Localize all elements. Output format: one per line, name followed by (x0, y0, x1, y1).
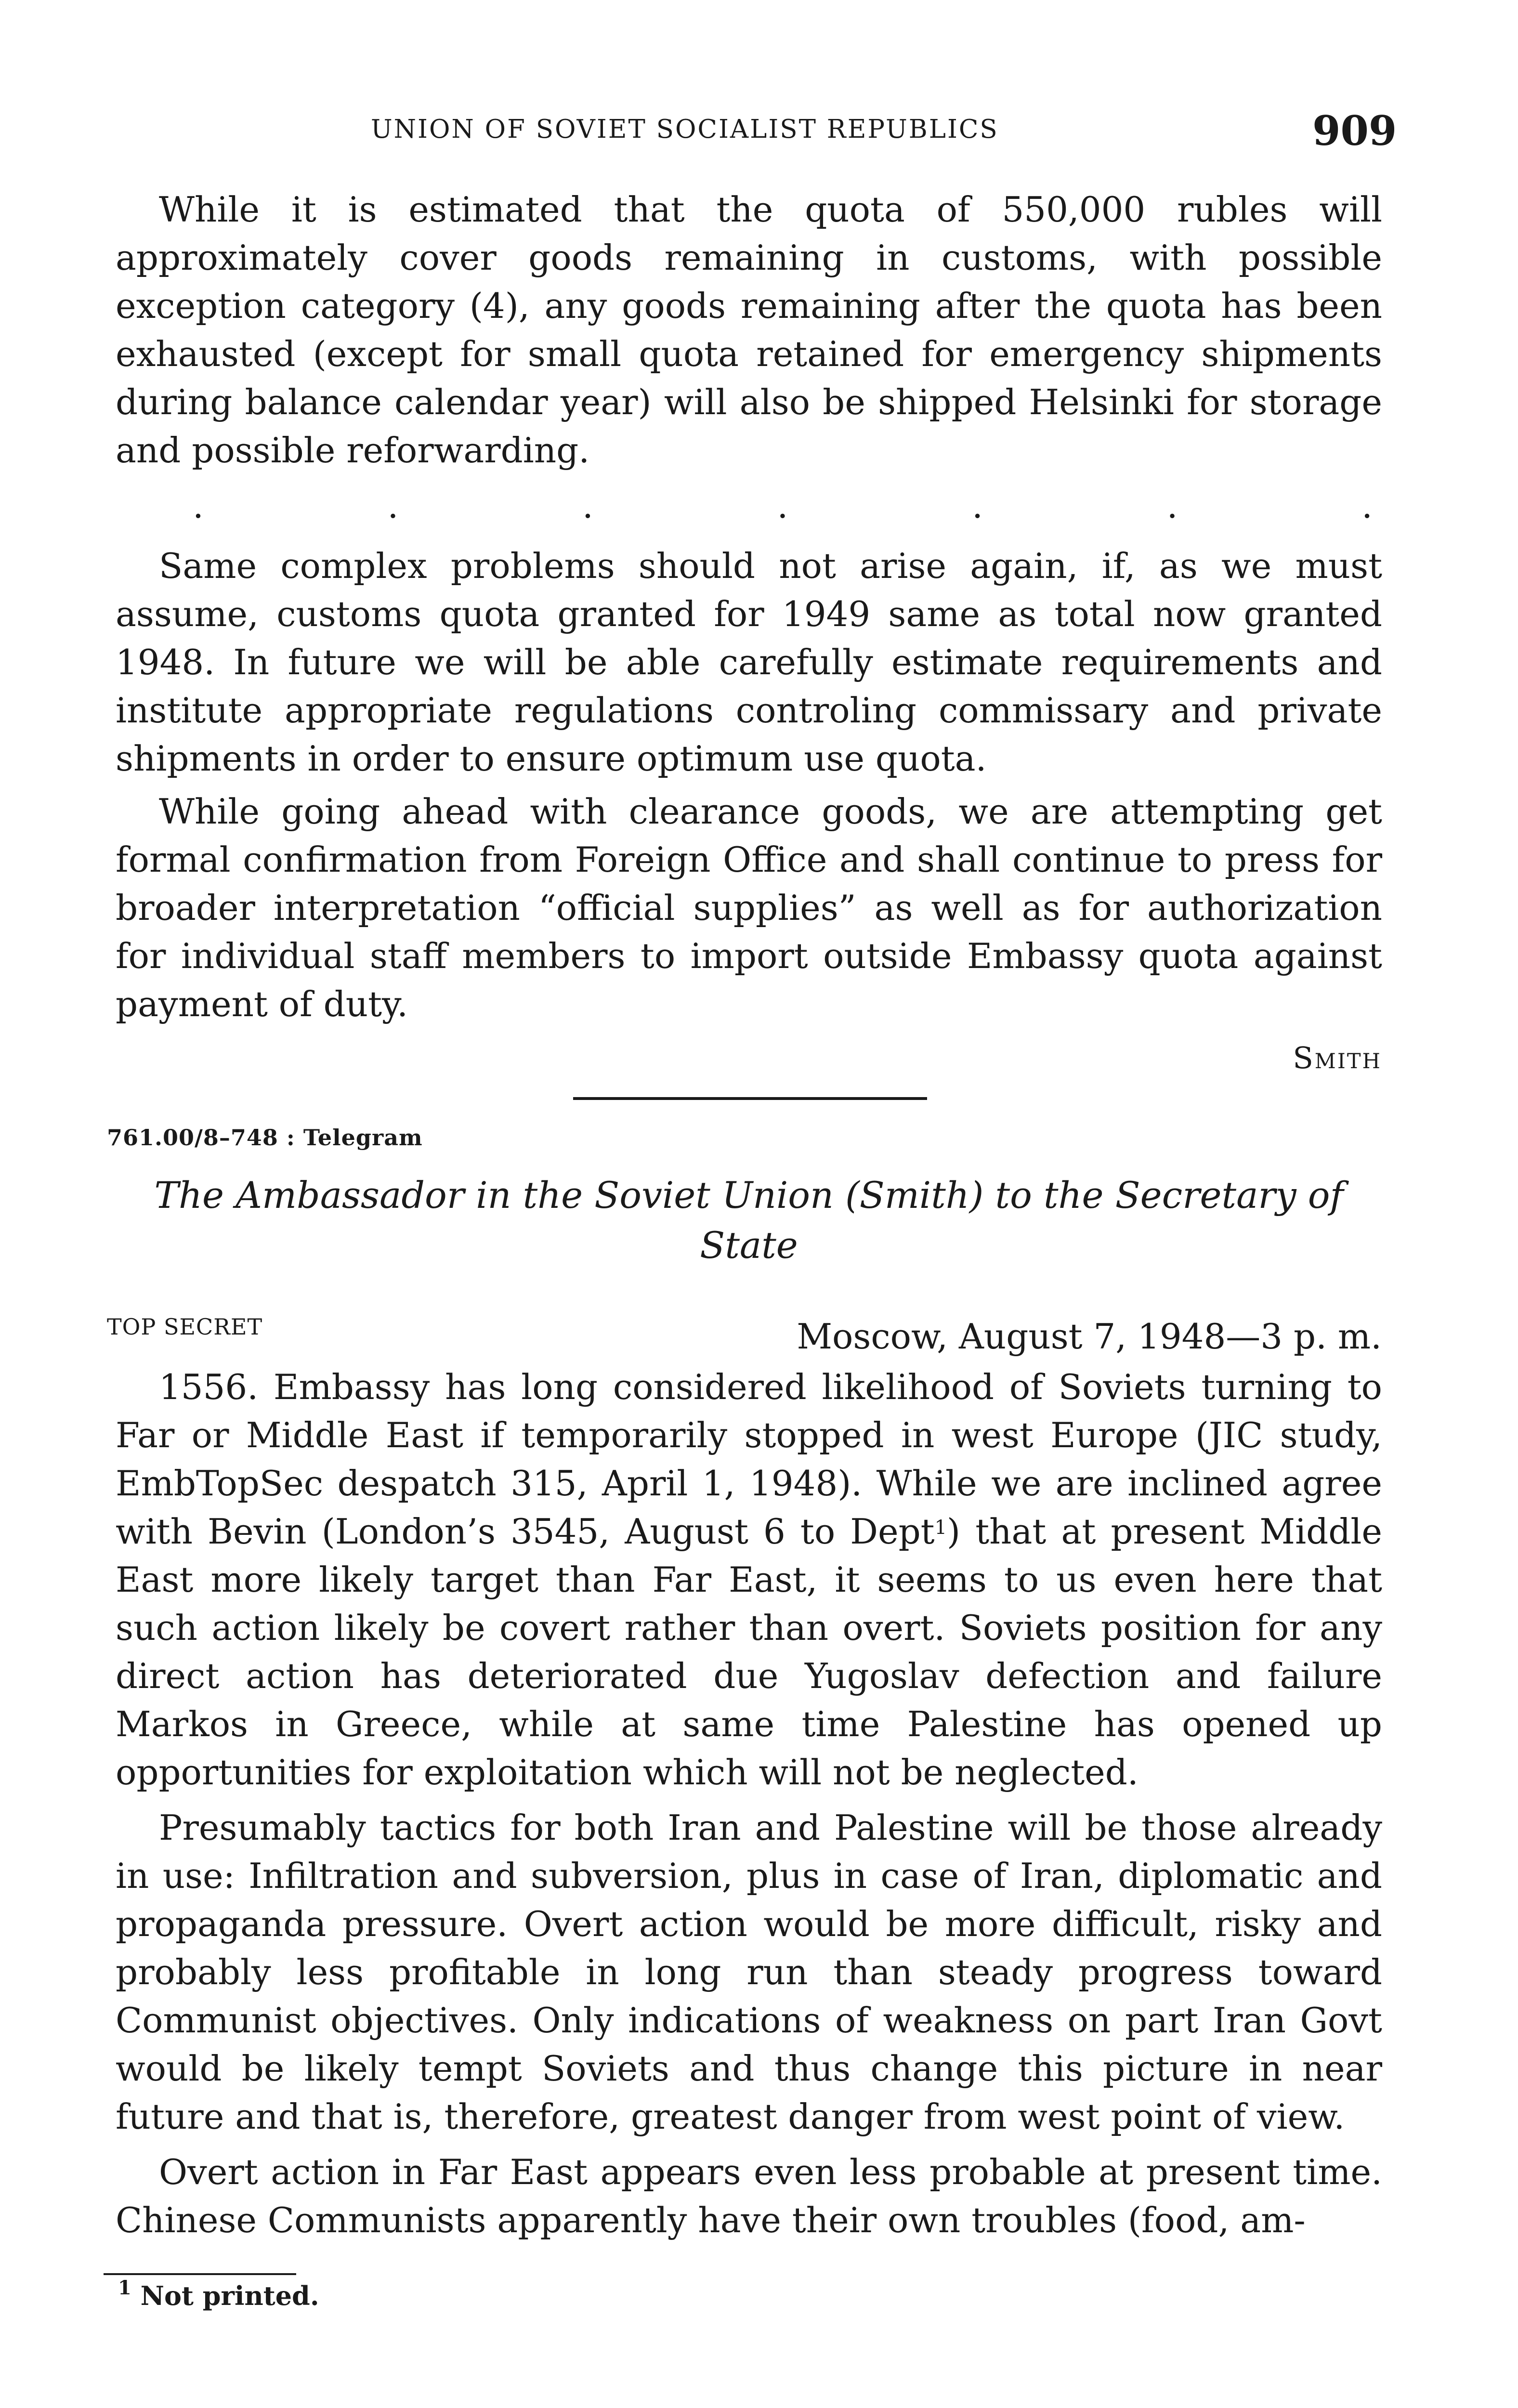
telegram-paragraph-1 (116, 1363, 1382, 1796)
dateline: Moscow, August 7, 1948—3 p. m. (797, 1316, 1382, 1357)
telegram-paragraph-1-text-a: 1556. Embassy has long considered likelihood of Soviets turning to Far or Middle East if temporarily stopped in west Europe (JIC study, EmbTopSec despatch 315, April 1, 1948). While we are inclined agree with Bevin (London’s 3545, August 6 to Dept (116, 1367, 1382, 1552)
prev-paragraph-3: While going ahead with clearance goods, we are attempting get formal confirmation from Foreign Office and shall continue to press for broader interpretation “official supplies” as well as for authorization for individual staff members to import outside Embassy quota against payment of duty. (116, 791, 1382, 1024)
footnote-reference: 1 (934, 1517, 947, 1539)
telegram-paragraph-2: Presumably tactics for both Iran and Palestine will be those already in use: Infiltration and subversion, plus in case of Iran, diplomatic and propaganda pressure. Overt action would be more difficult, risky and probably less profitable in long run than steady progress toward Communist objectives. Only indications of weakness on part Iran Govt would be likely tempt Soviets and thus change this picture in near future and that is, therefore, greatest danger from west point of view. (116, 1807, 1382, 2137)
ellipsis-dot: . (972, 485, 983, 526)
telegram-paragraph-1-text-b: ) that at present Middle East more likely target than Far East, it seems to us even here that such action likely be covert rather than overt. Soviets position for any direct action has deteriorated due Yugoslav defection and failure Markos in Greece, while at same time Palestine has opened up opportunities for exploitation which will not be neglected. (116, 1511, 1382, 1793)
prev-paragraph-2: Same complex problems should not arise again, if, as we must assume, customs quota granted for 1949 same as total now granted 1948. In future we will be able carefully estimate requirements and institute appropriate regulations controling commissary and private shipments in order to ensure optimum use quota. (116, 546, 1382, 779)
footnote-rule (104, 2273, 296, 2275)
omission-ellipsis (116, 485, 1382, 526)
ellipsis-dot: . (193, 485, 204, 526)
file-reference: 761.00/8–748 : Telegram (107, 1125, 423, 1151)
footnote (118, 2277, 319, 2311)
ellipsis-dot: . (582, 485, 593, 526)
footnote-mark: 1 (118, 2277, 131, 2299)
section-divider (573, 1097, 927, 1100)
telegram-paragraph-3: Overt action in Far East appears even less probable at present time. Chinese Communists apparently have their own troubles (food, am- (116, 2152, 1382, 2240)
ellipsis-dot: . (387, 485, 399, 526)
running-title: UNION OF SOVIET SOCIALIST REPUBLICS (371, 115, 999, 144)
ellipsis-dot: . (777, 485, 788, 526)
classification-label: TOP SECRET (107, 1314, 263, 1340)
signature: Smith (1293, 1040, 1382, 1075)
prev-paragraph-1: While it is estimated that the quota of 550,000 rubles will approximately cover goods remaining in customs, with possible exception category (4), any goods remaining after the quota has been exhausted (except for small quota retained for emergency shipments during balance calendar year) will also be shipped Helsinki for storage and possible reforwarding. (116, 189, 1382, 471)
footnote-text: Not printed. (140, 2280, 319, 2311)
document-title: The Ambassador in the Soviet Union (Smith) to the Secretary of State (154, 1174, 1344, 1267)
page-number: 909 (1312, 107, 1397, 155)
ellipsis-dot: . (1166, 485, 1178, 526)
ellipsis-dot: . (1361, 485, 1373, 526)
